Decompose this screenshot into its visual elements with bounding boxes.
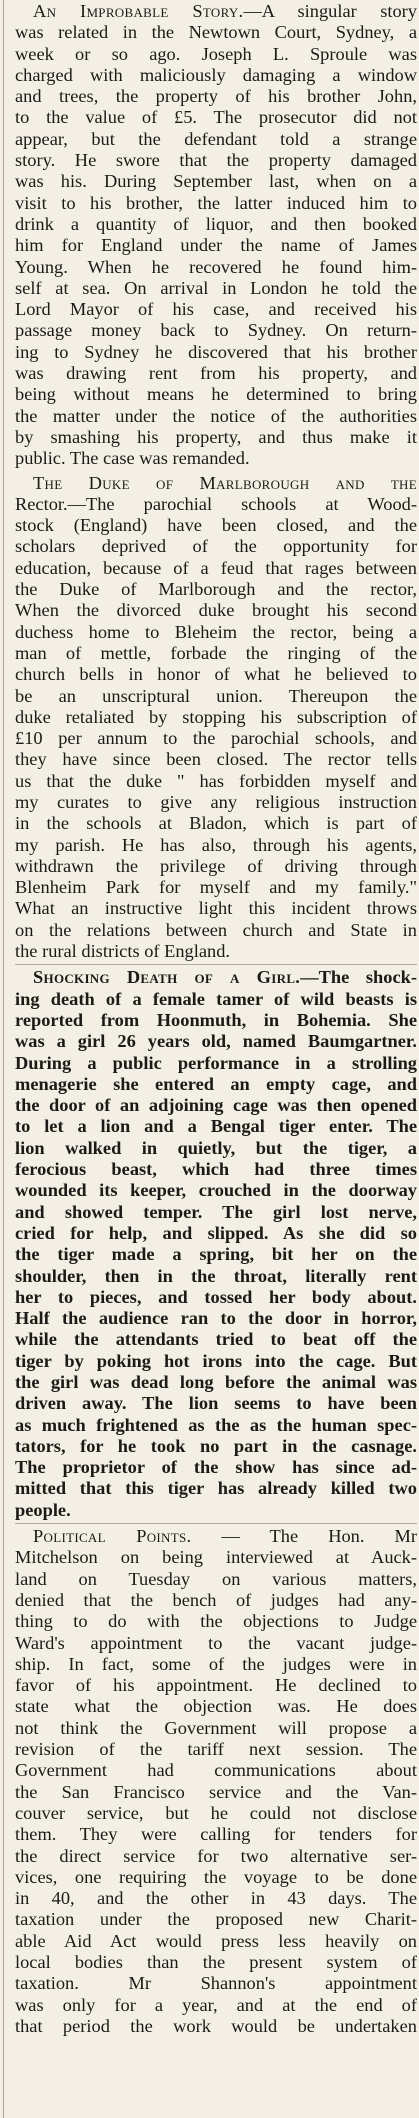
article-line: couver service, but he could not disclose <box>15 1802 417 1823</box>
newspaper-column <box>15 1 417 2037</box>
article-line: while the attendants tried to beat off the <box>15 1329 417 1350</box>
article-line: was drawing rent from his property, and <box>15 363 417 384</box>
article-line: her to pieces, and tossed her body about. <box>15 1286 417 1307</box>
article-line: they have since been closed. The rector tells <box>15 749 417 770</box>
article-first-line: Shocking Death of a Girl.—The shock- <box>33 967 417 988</box>
article-line: mitted that this tiger has already killed two <box>15 1478 417 1499</box>
article-line: in 40, and the other in 43 days. The <box>15 1888 417 1909</box>
article-line: drink a quantity of liquor, and then booked <box>15 213 417 234</box>
article-shocking-death <box>15 967 417 1521</box>
article-line: ferocious beast, which had three times <box>15 1159 417 1180</box>
article-line: by smashing his property, and thus make it <box>15 426 417 447</box>
article-line: my parish. He has also, through his agents, <box>15 834 417 855</box>
article-line: menagerie she entered an empty cage, and <box>15 1073 417 1094</box>
article-line: What an instructive light this incident throws <box>15 898 417 919</box>
article-political-points <box>15 1526 417 2037</box>
article-heading: An Improbable Story. <box>33 1 244 21</box>
article-line: favor of his appointment. He declined to <box>15 1675 417 1696</box>
article-line: During a public performance in a strolling <box>15 1052 417 1073</box>
article-heading: The Duke of Marlborough and the <box>33 472 417 493</box>
article-line: being without means he determined to bring <box>15 384 417 405</box>
article-line: ing death of a female tamer of wild beasts is <box>15 988 417 1009</box>
article-line: was related in the Newtown Court, Sydney, a <box>15 22 417 43</box>
article-line: Half the audience ran to the door in horror, <box>15 1308 417 1329</box>
article-first-line: An Improbable Story.—A singular story <box>33 1 417 21</box>
article-line: shoulder, then in the throat, literally rent <box>15 1265 417 1286</box>
article-line: and trees, the property of his brother John, <box>15 86 417 107</box>
article-line: £10 per annum to the parochial schools, and <box>15 728 417 749</box>
article-line: the door of an adjoining cage was then opened <box>15 1095 417 1116</box>
article-line: and showed temper. The girl lost nerve, <box>15 1201 417 1222</box>
article-line: to let a lion and a Bengal tiger enter. The <box>15 1116 417 1137</box>
article-line: the Duke of Marlborough and the rector, <box>15 579 417 600</box>
article-line: charged with maliciously damaging a window <box>15 64 417 85</box>
column-rule <box>3 0 4 2118</box>
article-line: to the value of £5. The prosecutor did not <box>15 107 417 128</box>
article-line: the direct service for two alternative ser- <box>15 1845 417 1866</box>
article-line: be an unscriptural union. Thereupon the <box>15 685 417 706</box>
article-improbable-story <box>15 1 417 470</box>
article-line: was a girl 26 years old, named Baumgartner. <box>15 1031 417 1052</box>
article-heading: Shocking Death of a Girl. <box>33 967 301 988</box>
article-line: appear, but the defendant told a strange <box>15 128 417 149</box>
article-line: Ward's appointment to the vacant judge- <box>15 1632 417 1653</box>
article-line: When the divorced duke brought his second <box>15 600 417 621</box>
article-line: Rector.—The parochial schools at Wood- <box>15 493 417 514</box>
article-line: denied that the bench of judges had any- <box>15 1589 417 1610</box>
article-line: land on Tuesday on various matters, <box>15 1568 417 1589</box>
article-line: week or so ago. Joseph L. Sproule was <box>15 43 417 64</box>
article-line: revision of the tariff next session. The <box>15 1739 417 1760</box>
article-line: Mitchelson on being interviewed at Auck- <box>15 1547 417 1568</box>
article-line: Young. When he recovered he found him- <box>15 256 417 277</box>
article-line: taxation under the proposed new Charit- <box>15 1909 417 1930</box>
article-line: that period the work would be undertaken <box>15 2015 417 2036</box>
article-line: not think the Government will propose a <box>15 1717 417 1738</box>
article-line: the tiger made a spring, bit her on the <box>15 1244 417 1265</box>
article-line: self at sea. On arrival in London he told the <box>15 277 417 298</box>
article-line: tators, for he took no part in the casnage. <box>15 1435 417 1456</box>
article-line: duchess home to Bleheim the rector, being a <box>15 621 417 642</box>
article-line: the girl was dead long before the animal was <box>15 1372 417 1392</box>
article-line: thing to do with the objections to Judge <box>15 1611 417 1632</box>
article-line: reported from Hoonmuth, in Bohemia. She <box>15 1009 417 1030</box>
article-line: Government had communications about <box>15 1760 417 1781</box>
article-line: Blenheim Park for myself and my family." <box>15 877 417 898</box>
article-separator <box>15 1523 417 1524</box>
article-line: as much frightened as the as the human spec- <box>15 1414 417 1435</box>
article-first-line: Political Points. — The Hon. Mr <box>33 1526 417 1547</box>
article-line: in the schools at Bladon, which is part of <box>15 813 417 834</box>
article-line: people. <box>15 1499 71 1520</box>
article-line: lion walked in quietly, but the tiger, a <box>15 1137 417 1158</box>
article-line: my curates to give any religious instruction <box>15 791 417 812</box>
article-line: wounded its keeper, crouched in the doorway <box>15 1180 417 1201</box>
article-line: tiger by poking hot irons into the cage. But <box>15 1350 417 1371</box>
article-line: on the relations between church and State in <box>15 919 417 940</box>
article-line: scholars deprived of the opportunity for <box>15 536 417 557</box>
article-line: them. They were calling for tenders for <box>15 1824 417 1845</box>
article-line: stock (England) have been closed, and the <box>15 515 417 536</box>
article-line: story. He swore that the property damaged <box>15 150 417 171</box>
article-line: the matter under the notice of the authorities <box>15 405 417 426</box>
article-line: visit to his brother, the latter induced him to <box>15 192 417 213</box>
article-line: passage money back to Sydney. On return- <box>15 320 417 341</box>
article-heading: Political Points. <box>33 1526 192 1547</box>
article-line: able Aid Act would press less heavily on <box>15 1930 417 1951</box>
article-line: education, because of a feud that rages between <box>15 557 417 578</box>
article-line: vices, one requiring the voyage to be done <box>15 1866 417 1887</box>
article-line: Lord Mayor of his case, and received his <box>15 299 417 320</box>
article-line: withdrawn the privilege of driving through <box>15 855 417 876</box>
article-line: state what the objection was. He does <box>15 1696 417 1717</box>
article-line: public. The case was remanded. <box>15 448 250 469</box>
article-line: taxation. Mr Shannon's appointment <box>15 1973 417 1994</box>
article-first-line <box>15 473 417 494</box>
article-line: the San Francisco service and the Van- <box>15 1781 417 1802</box>
article-line: local bodies than the present system of <box>15 1952 417 1973</box>
article-line: ship. In fact, some of the judges were in <box>15 1653 417 1674</box>
article-line: driven away. The lion seems to have been <box>15 1393 417 1414</box>
article-line: the rural districts of England. <box>15 941 231 962</box>
article-line: church bells in honor of what he believed to <box>15 664 417 685</box>
article-line: The proprietor of the show has since ad- <box>15 1457 417 1478</box>
article-line: cried for help, and slipped. As she did so <box>15 1222 417 1243</box>
article-line: was only for a year, and at the end of <box>15 1994 417 2015</box>
article-line: him for England under the name of James <box>15 235 417 256</box>
article-separator <box>15 964 417 965</box>
article-duke-of-marlborough <box>15 473 417 963</box>
article-line: us that the duke " has forbidden myself and <box>15 770 417 791</box>
article-line: ing to Sydney he discovered that his brother <box>15 341 417 362</box>
article-line: man of mettle, forbade the ringing of the <box>15 642 417 663</box>
article-line: was his. During September last, when on a <box>15 171 417 192</box>
article-line: duke retaliated by stopping his subscription of <box>15 706 417 727</box>
